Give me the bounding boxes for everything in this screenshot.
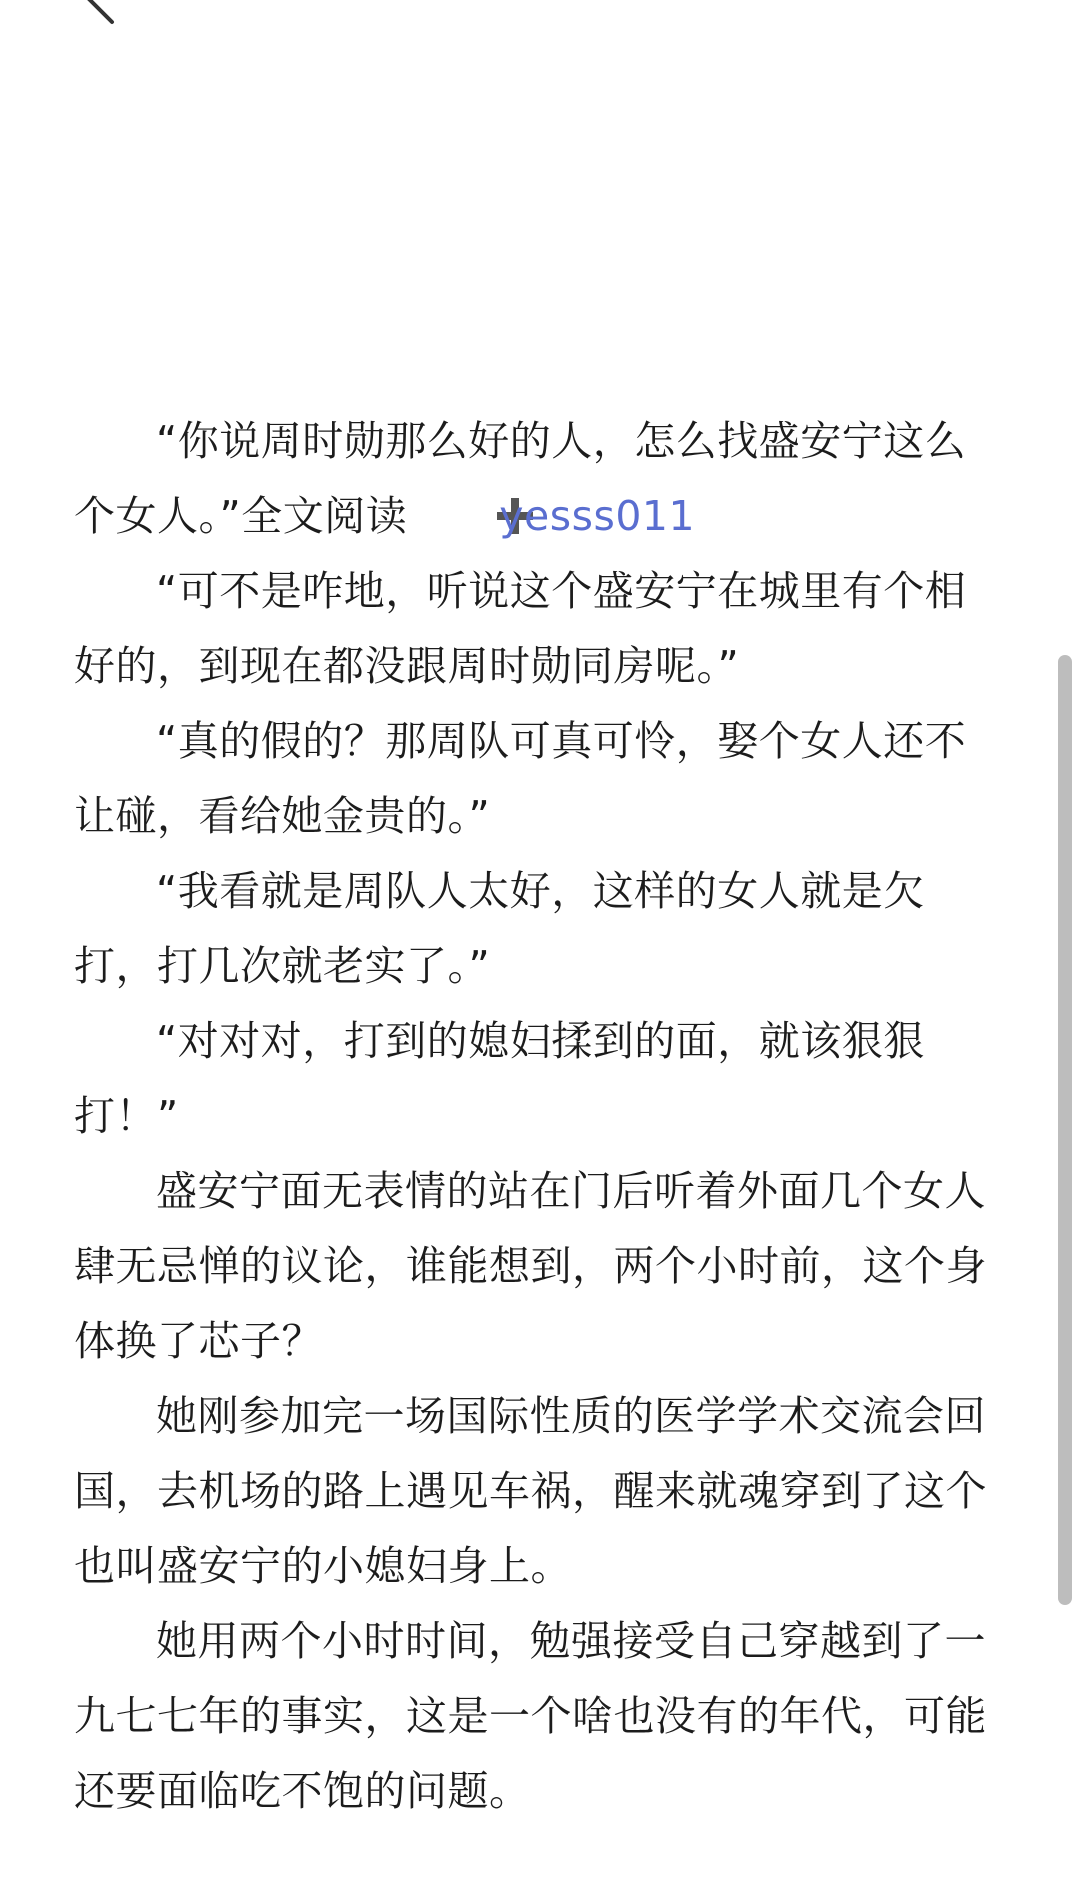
full-text-ad[interactable]: [241, 492, 695, 540]
paragraph-7: 她刚参加完一场国际性质的医学学术交流会回国，去机场的路上遇见车祸，醒来就魂穿到了这个也叫盛安宁的小媳妇身上。: [74, 1392, 987, 1590]
paragraph-1: [74, 404, 1004, 554]
paragraph-2: “可不是咋地，听说这个盛安宁在城里有个相好的，到现在都没跟周时勋同房呢。”: [74, 567, 967, 690]
back-arrow-icon[interactable]: [82, 0, 116, 26]
paragraph-6: 盛安宁面无表情的站在门后听着外面几个女人肆无忌惮的议论，谁能想到，两个小时前，这个身体换了芯子？: [74, 1167, 987, 1365]
paragraph-5: “对对对，打到的媳妇揉到的面，就该狠狠打！”: [74, 1017, 925, 1140]
full-text-label[interactable]: 全文阅读: [241, 492, 408, 540]
paragraph-4: “我看就是周队人太好，这样的女人就是欠打，打几次就老实了。”: [74, 867, 925, 990]
scrollbar-thumb[interactable]: [1058, 655, 1072, 1605]
paragraph-3: “真的假的？那周队可真可怜，娶个女人还不让碰，看给她金贵的。”: [74, 717, 967, 840]
article-body: [74, 404, 1004, 1829]
ad-handle-link[interactable]: yesss011: [499, 492, 696, 540]
plus-icon: [411, 487, 455, 531]
paragraph-8: 她用两个小时时间，勉强接受自己穿越到了一九七七年的事实，这是一个啥也没有的年代，可能还要面临吃不饱的问题。: [74, 1617, 987, 1815]
paragraph-text: “你说周时勋那么好的人，怎么找盛安宁这么个女人。”: [74, 417, 967, 540]
